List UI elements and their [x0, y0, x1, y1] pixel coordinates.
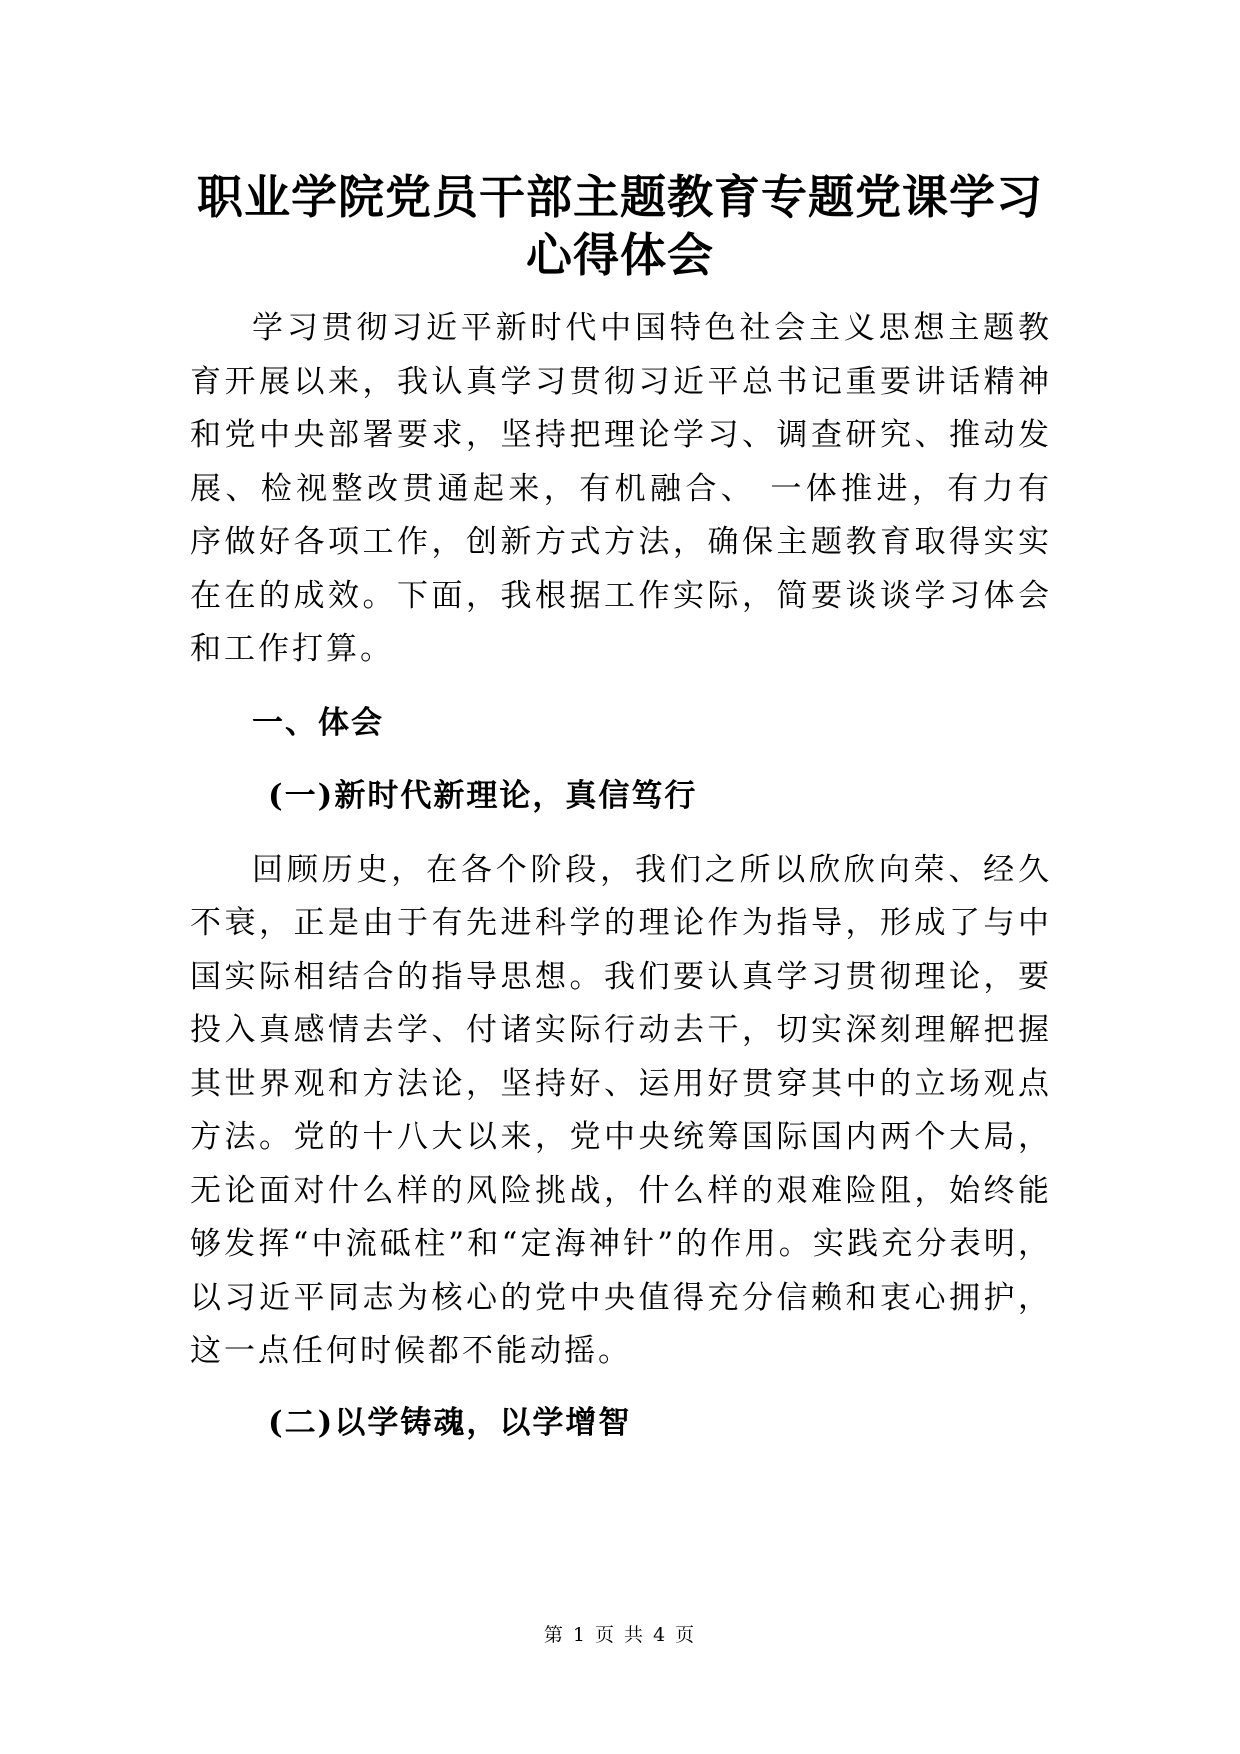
- title-line-1: 职业学院党员干部主题教育专题党课学习: [197, 170, 1043, 224]
- subsection-heading-1: (一)新时代新理论，真信笃行: [268, 778, 698, 814]
- page-number-footer: 第 1 页 共 4 页: [543, 1624, 697, 1646]
- subsection-heading-2: (二)以学铸魂，以学增智: [268, 1404, 632, 1441]
- document-body: [190, 302, 1052, 1470]
- intro-paragraph: 学习贯彻习近平新时代中国特色社会主义思想主题教育开展以来，我认真学习贯彻习近平总书记重要讲话精神和党中央部署要求，坚持把理论学习、调查研究、推动发展、检视整改贯通起来，有机融合、 一体推进，有力有序做好各项工作，创新方式方法，确保主题教育取得实实在在的成效。下面，我根据工作实际，简要谈谈学习体会和工作打算。: [190, 310, 1052, 667]
- title-line-2: 心得体会: [526, 228, 714, 282]
- document-title: [170, 168, 1070, 284]
- section-heading-1: 一、体会: [252, 704, 384, 741]
- subsection-1-paragraph: 回顾历史，在各个阶段，我们之所以欣欣向荣、经久不衰，正是由于有先进科学的理论作为指导，形成了与中国实际相结合的指导思想。我们要认真学习贯彻理论，要投入真感情去学、付诸实际行动去干，切实深刻理解把握其世界观和方法论，坚持好、运用好贯穿其中的立场观点方法。党的十八大以来，党中央统筹国际国内两个大局，无论面对什么样的风险挑战，什么样的艰难险阻，始终能够发挥“中流砥柱”和“定海神针”的作用。实践充分表明，以习近平同志为核心的党中央值得充分信赖和衷心拥护，这一点任何时候都不能动摇。: [190, 851, 1052, 1369]
